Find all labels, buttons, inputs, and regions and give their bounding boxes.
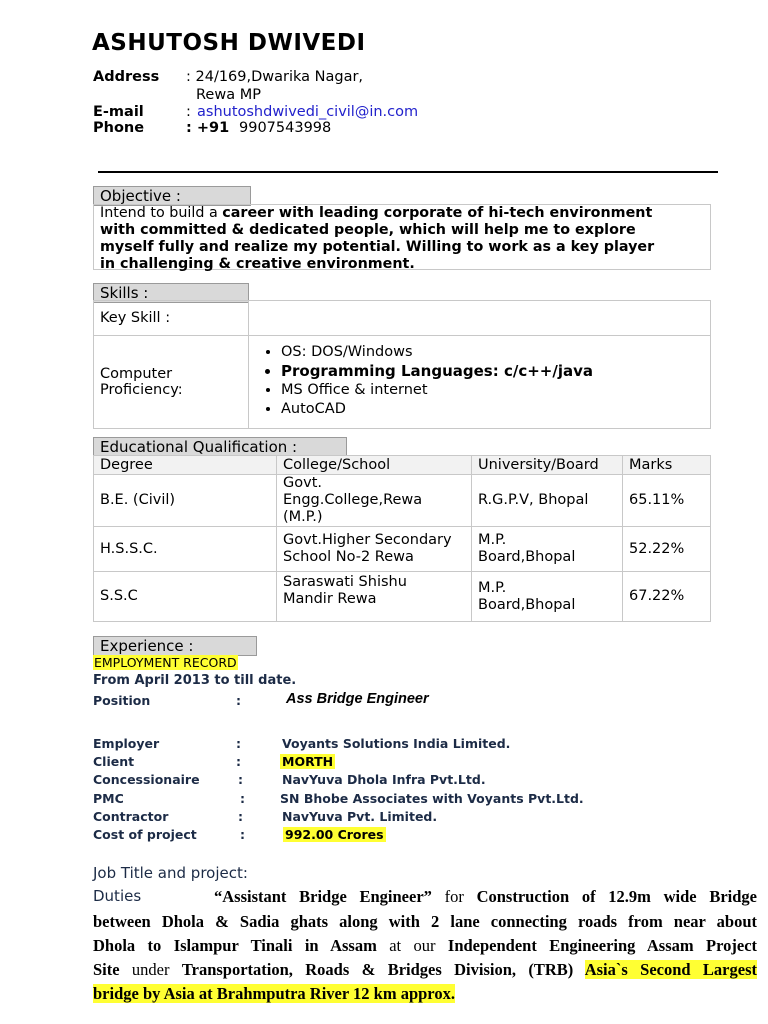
- skill-item: • OS: DOS/Windows: [281, 343, 704, 362]
- board-cell: [472, 572, 623, 622]
- degree-cell: S.S.C: [94, 572, 277, 622]
- address-line-2: Rewa MP: [196, 87, 261, 103]
- phone-label: Phone: [93, 120, 145, 136]
- marks-cell: 65.11%: [623, 475, 711, 527]
- field-colon: :: [236, 754, 241, 769]
- cost-label: Cost of project: [93, 827, 197, 842]
- board-line: M.P.: [478, 579, 507, 596]
- objective-line-4: in challenging & creative environment.: [100, 256, 415, 272]
- duties-highlight: Asia`s Second Largest: [584, 960, 757, 979]
- computer-label-line-2: Proficiency:: [100, 382, 183, 398]
- computer-proficiency-row: [94, 336, 711, 429]
- college-cell: [277, 527, 472, 572]
- board-cell: R.G.P.V, Bhopal: [472, 475, 623, 527]
- education-heading: Educational Qualification :: [93, 437, 347, 457]
- position-value: Ass Bridge Engineer: [286, 691, 429, 707]
- duties-connector: at our: [376, 936, 448, 955]
- cost-value: 992.00 Crores: [285, 827, 384, 842]
- duties-label: Duties: [93, 887, 142, 905]
- skills-table: [93, 300, 711, 429]
- college-cell: [277, 475, 472, 527]
- objective-line-1: [100, 205, 706, 222]
- field-colon: :: [238, 809, 243, 824]
- employer-label: Employer: [93, 736, 160, 751]
- col-degree: Degree: [94, 456, 277, 475]
- contractor-value: NavYuva Pvt. Limited.: [282, 809, 438, 824]
- position-colon: :: [236, 693, 241, 708]
- experience-heading: Experience :: [93, 636, 257, 656]
- objective-text: [93, 204, 711, 270]
- duties-route: Dhola to Islampur Tinali in Assam: [93, 936, 377, 955]
- objective-line-1b: career with leading corporate of hi-tech environment: [222, 205, 653, 221]
- board-line: M.P.: [478, 532, 507, 548]
- education-header-row: [94, 456, 711, 475]
- key-skill-label: Key Skill :: [94, 301, 249, 336]
- computer-proficiency-list: [249, 336, 711, 429]
- college-line: Govt.Higher Secondary: [283, 532, 452, 548]
- col-college: College/School: [277, 456, 472, 475]
- candidate-name: ASHUTOSH DWIVEDI: [92, 30, 366, 56]
- college-cell: [277, 572, 472, 622]
- col-board: University/Board: [472, 456, 623, 475]
- board-line: Board,Bhopal: [478, 549, 576, 565]
- skill-item: • Programming Languages: c/c++/java: [281, 362, 704, 381]
- skill-item: • AutoCAD: [281, 400, 704, 419]
- phone-prefix: : +91: [186, 120, 230, 136]
- board-cell: [472, 527, 623, 572]
- duties-line-5: [93, 982, 455, 1007]
- field-colon: :: [240, 791, 245, 806]
- college-line: School No-2 Rewa: [283, 549, 414, 565]
- duties-line-4: [93, 958, 757, 983]
- degree-cell: B.E. (Civil): [94, 475, 277, 527]
- concessionaire-value: NavYuva Dhola Infra Pvt.Ltd.: [282, 772, 486, 787]
- email-link[interactable]: ashutoshdwivedi_civil@in.com: [197, 104, 419, 120]
- address-label: Address: [93, 69, 160, 85]
- employer-value: Voyants Solutions India Limited.: [282, 736, 511, 751]
- phone-number: 9907543998: [239, 120, 332, 136]
- education-table: [93, 455, 711, 622]
- duties-line-2: between Dhola & Sadia ghats along with 2 lane connecting roads from near about: [93, 912, 757, 931]
- job-title-heading: Job Title and project:: [93, 864, 248, 882]
- duties-construction: Construction of 12.9m wide Bridge: [476, 887, 757, 906]
- skills-heading: Skills :: [93, 283, 249, 303]
- field-colon: :: [240, 827, 245, 842]
- client-label: Client: [93, 754, 135, 769]
- college-line: Govt.: [283, 475, 322, 491]
- field-colon: :: [236, 736, 241, 751]
- duties-division: Transportation, Roads & Bridges Division, (TRB): [181, 960, 585, 979]
- objective-line-3: myself fully and realize my potential. Willing to work as a key player: [100, 239, 655, 255]
- college-line: Engg.College,Rewa: [283, 492, 423, 508]
- marks-cell: 67.22%: [623, 572, 711, 622]
- college-line: (M.P.): [283, 509, 323, 525]
- duties-highlight-end: bridge by Asia at Brahmputra River 12 km approx.: [93, 984, 455, 1003]
- computer-label-line-1: Computer: [100, 366, 173, 382]
- duties-role: “Assistant Bridge Engineer”: [214, 887, 432, 906]
- table-row: [94, 527, 711, 572]
- duties-line-3: [93, 934, 757, 959]
- board-line: Board,Bhopal: [478, 596, 576, 613]
- employment-record-label: EMPLOYMENT RECORD: [94, 655, 237, 670]
- email-label: E-mail: [93, 104, 144, 120]
- col-marks: Marks: [623, 456, 711, 475]
- duties-line-1: [214, 885, 757, 910]
- concessionaire-label: Concessionaire: [93, 772, 200, 787]
- college-line: Mandir Rewa: [283, 591, 377, 607]
- email-colon: :: [186, 104, 191, 120]
- duties-project: Independent Engineering Assam Project: [447, 936, 758, 955]
- objective-line-2: with committed & dedicated people, which will help me to explore: [100, 222, 636, 238]
- pmc-value: SN Bhobe Associates with Voyants Pvt.Ltd.: [280, 791, 584, 806]
- field-colon: :: [238, 772, 243, 787]
- duties-site: Site: [93, 960, 120, 979]
- objective-line-1a: Intend to build a: [100, 205, 223, 221]
- address-line-1: : 24/169,Dwarika Nagar,: [186, 69, 364, 85]
- key-skill-row: [94, 301, 711, 336]
- objective-heading: Objective :: [93, 186, 251, 206]
- computer-proficiency-label: [94, 336, 249, 429]
- duties-connector: for: [431, 887, 477, 906]
- contractor-label: Contractor: [93, 809, 169, 824]
- marks-cell: 52.22%: [623, 527, 711, 572]
- duties-connector: under: [119, 960, 182, 979]
- table-row: [94, 475, 711, 527]
- key-skill-value: [249, 301, 711, 336]
- client-value: MORTH: [282, 754, 334, 769]
- header-divider: [98, 171, 718, 173]
- position-label: Position: [93, 693, 151, 708]
- employment-period: From April 2013 to till date.: [93, 673, 297, 688]
- college-line: Saraswati Shishu: [283, 574, 407, 590]
- skill-item: • MS Office & internet: [281, 381, 704, 400]
- degree-cell: H.S.S.C.: [94, 527, 277, 572]
- pmc-label: PMC: [93, 791, 124, 806]
- table-row: [94, 572, 711, 622]
